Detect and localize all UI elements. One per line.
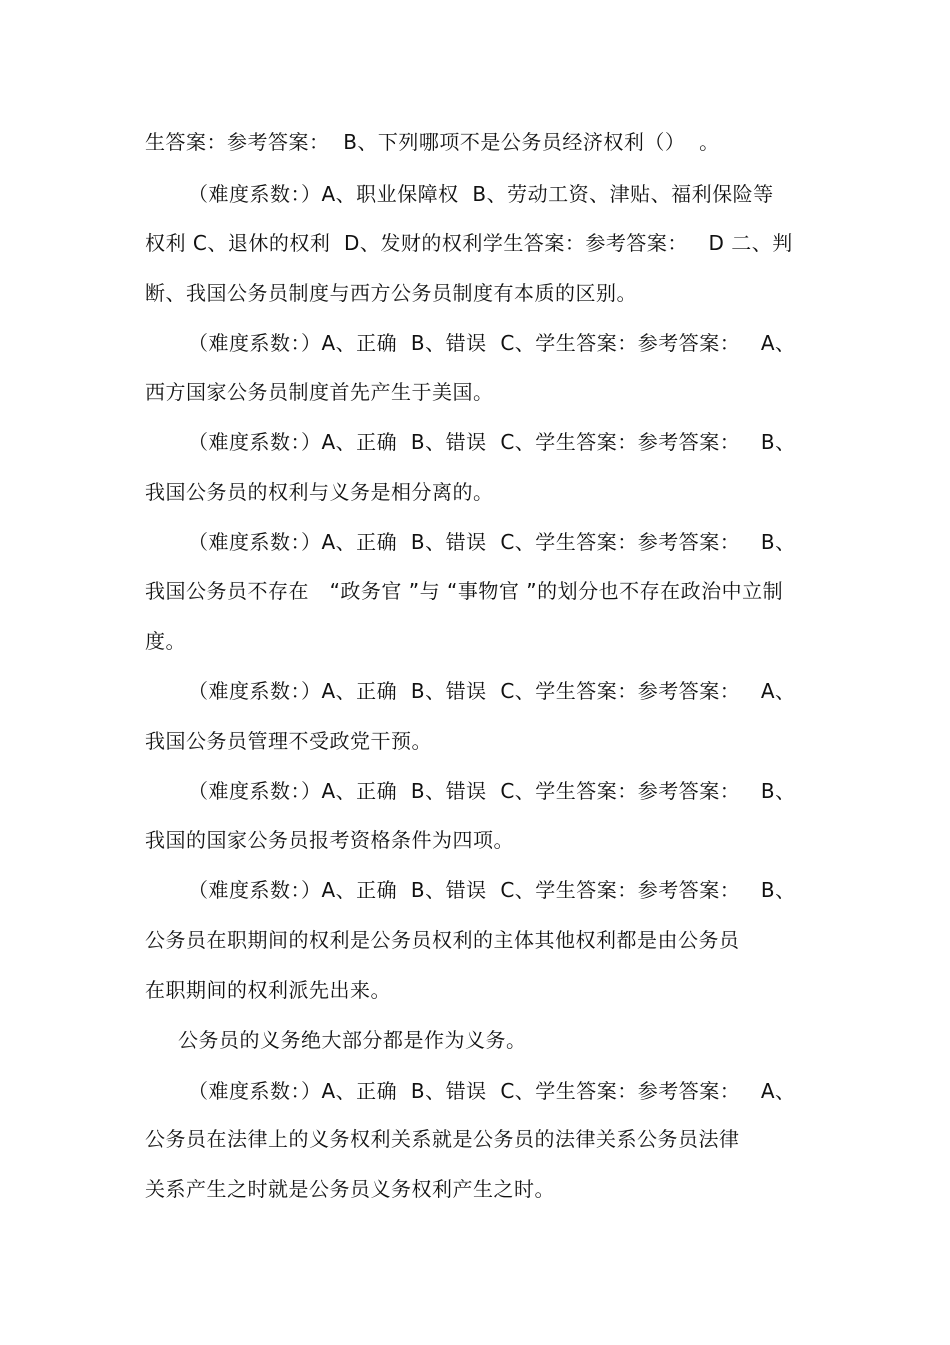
text-line: 权利 C、退休的权利 D、发财的权利学生答案：参考答案： D 二、判 bbox=[145, 231, 793, 255]
text-line: （难度系数：）A、正确 B、错误 C、学生答案：参考答案： B、 bbox=[188, 530, 796, 554]
text-line: 断、我国公务员制度与西方公务员制度有本质的区别。 bbox=[145, 281, 637, 305]
text-line: （难度系数：）A、正确 B、错误 C、学生答案：参考答案： A、 bbox=[188, 331, 796, 355]
text-line: 公务员在法律上的义务权利关系就是公务员的法律关系公务员法律 bbox=[145, 1127, 740, 1151]
text-line: 公务员的义务绝大部分都是作为义务。 bbox=[178, 1028, 527, 1052]
text-line: （难度系数：）A、职业保障权 B、劳动工资、津贴、福利保险等 bbox=[188, 182, 774, 206]
text-line: 我国公务员不存在 “政务官 ”与 “事物官 ”的划分也不存在政治中立制 bbox=[145, 579, 784, 603]
text-line: 公务员在职期间的权利是公务员权利的主体其他权利都是由公务员 bbox=[145, 928, 740, 952]
text-line: 我国公务员管理不受政党干预。 bbox=[145, 729, 432, 753]
text-line: （难度系数：）A、正确 B、错误 C、学生答案：参考答案： B、 bbox=[188, 779, 796, 803]
text-line: 在职期间的权利派先出来。 bbox=[145, 978, 391, 1002]
text-line: （难度系数：）A、正确 B、错误 C、学生答案：参考答案： B、 bbox=[188, 430, 796, 454]
text-line: 关系产生之时就是公务员义务权利产生之时。 bbox=[145, 1177, 555, 1201]
text-line: （难度系数：）A、正确 B、错误 C、学生答案：参考答案： A、 bbox=[188, 1079, 796, 1103]
text-line: 西方国家公务员制度首先产生于美国。 bbox=[145, 380, 494, 404]
text-line: （难度系数：）A、正确 B、错误 C、学生答案：参考答案： B、 bbox=[188, 878, 796, 902]
text-line: 度。 bbox=[145, 629, 186, 653]
text-line: （难度系数：）A、正确 B、错误 C、学生答案：参考答案： A、 bbox=[188, 679, 796, 703]
text-line: 我国的国家公务员报考资格条件为四项。 bbox=[145, 828, 514, 852]
text-line: 生答案：参考答案： B、下列哪项不是公务员经济权利（） 。 bbox=[145, 130, 720, 154]
text-line: 我国公务员的权利与义务是相分离的。 bbox=[145, 480, 494, 504]
